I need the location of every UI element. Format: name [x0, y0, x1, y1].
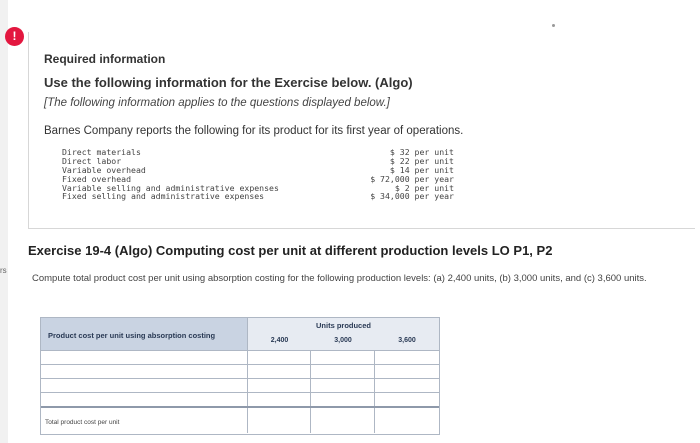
- use-info-heading: Use the following information for the Exercise below. (Algo): [44, 75, 413, 90]
- row-label-input[interactable]: [41, 379, 248, 392]
- value-input-2400[interactable]: [248, 365, 311, 378]
- row-label-input[interactable]: [41, 351, 248, 364]
- intro-text: Barnes Company reports the following for its product for its first year of operations.: [44, 125, 464, 137]
- cursor-dot: [552, 24, 555, 27]
- value-input-2400[interactable]: [248, 351, 311, 364]
- column-header-3600: 3,600: [375, 332, 439, 350]
- cost-label: Fixed overhead: [62, 173, 132, 184]
- exercise-title: Exercise 19-4 (Algo) Computing cost per unit at different production levels LO P1, P2: [28, 243, 553, 258]
- total-label-cell: [41, 408, 248, 433]
- cost-label: Direct labor: [62, 155, 122, 166]
- cost-value: $ 14 per unit: [389, 164, 454, 175]
- cost-value: $ 22 per unit: [389, 155, 454, 166]
- rail-mark: rs: [0, 266, 7, 275]
- input-row: [41, 350, 439, 364]
- cost-value: $ 72,000 per year: [370, 173, 454, 184]
- value-input-2400[interactable]: [248, 379, 311, 392]
- input-row: [41, 364, 439, 378]
- column-header-3000: 3,000: [311, 332, 375, 350]
- cost-data-table: [62, 148, 454, 201]
- value-input-3000[interactable]: [311, 365, 375, 378]
- answer-grid: [40, 317, 440, 435]
- row-label-input[interactable]: [41, 393, 248, 406]
- column-header-2400: 2,400: [248, 332, 311, 350]
- cost-label: Direct materials: [62, 147, 141, 157]
- value-input-3000[interactable]: [311, 351, 375, 364]
- total-row: [41, 406, 439, 432]
- value-input-3000[interactable]: [311, 393, 375, 406]
- cost-value: $ 34,000 per year: [370, 191, 454, 202]
- value-input-3600[interactable]: [375, 351, 439, 364]
- row-label-input[interactable]: [41, 365, 248, 378]
- cost-row: [62, 192, 454, 201]
- cost-value: $ 32 per unit: [389, 147, 454, 157]
- cost-label: Variable overhead: [62, 164, 146, 175]
- input-row: [41, 378, 439, 392]
- input-row: [41, 392, 439, 406]
- units-produced-header: Units produced: [248, 318, 439, 332]
- value-input-3600[interactable]: [375, 379, 439, 392]
- cost-label: Variable selling and administrative expenses: [62, 182, 279, 193]
- row-header: Product cost per unit using absorption costing: [41, 318, 248, 350]
- cost-value: $ 2 per unit: [394, 182, 454, 193]
- total-input-3600[interactable]: [375, 408, 439, 433]
- value-input-3600[interactable]: [375, 393, 439, 406]
- total-label: Total product cost per unit: [45, 419, 120, 426]
- value-input-2400[interactable]: [248, 393, 311, 406]
- required-info-title: Required information: [44, 52, 166, 66]
- applies-note: [The following information applies to the questions displayed below.]: [44, 97, 390, 109]
- total-input-2400[interactable]: [248, 408, 311, 433]
- exercise-instructions: Compute total product cost per unit using absorption costing for the following production levels: (a) 2,400 units, (b) 3,000 units, and (c) 3,600 units.: [32, 273, 647, 284]
- total-input-3000[interactable]: [311, 408, 375, 433]
- value-input-3000[interactable]: [311, 379, 375, 392]
- value-input-3600[interactable]: [375, 365, 439, 378]
- alert-icon: !: [5, 27, 24, 46]
- left-rail: [0, 0, 8, 443]
- cost-label: Fixed selling and administrative expenses: [62, 191, 265, 202]
